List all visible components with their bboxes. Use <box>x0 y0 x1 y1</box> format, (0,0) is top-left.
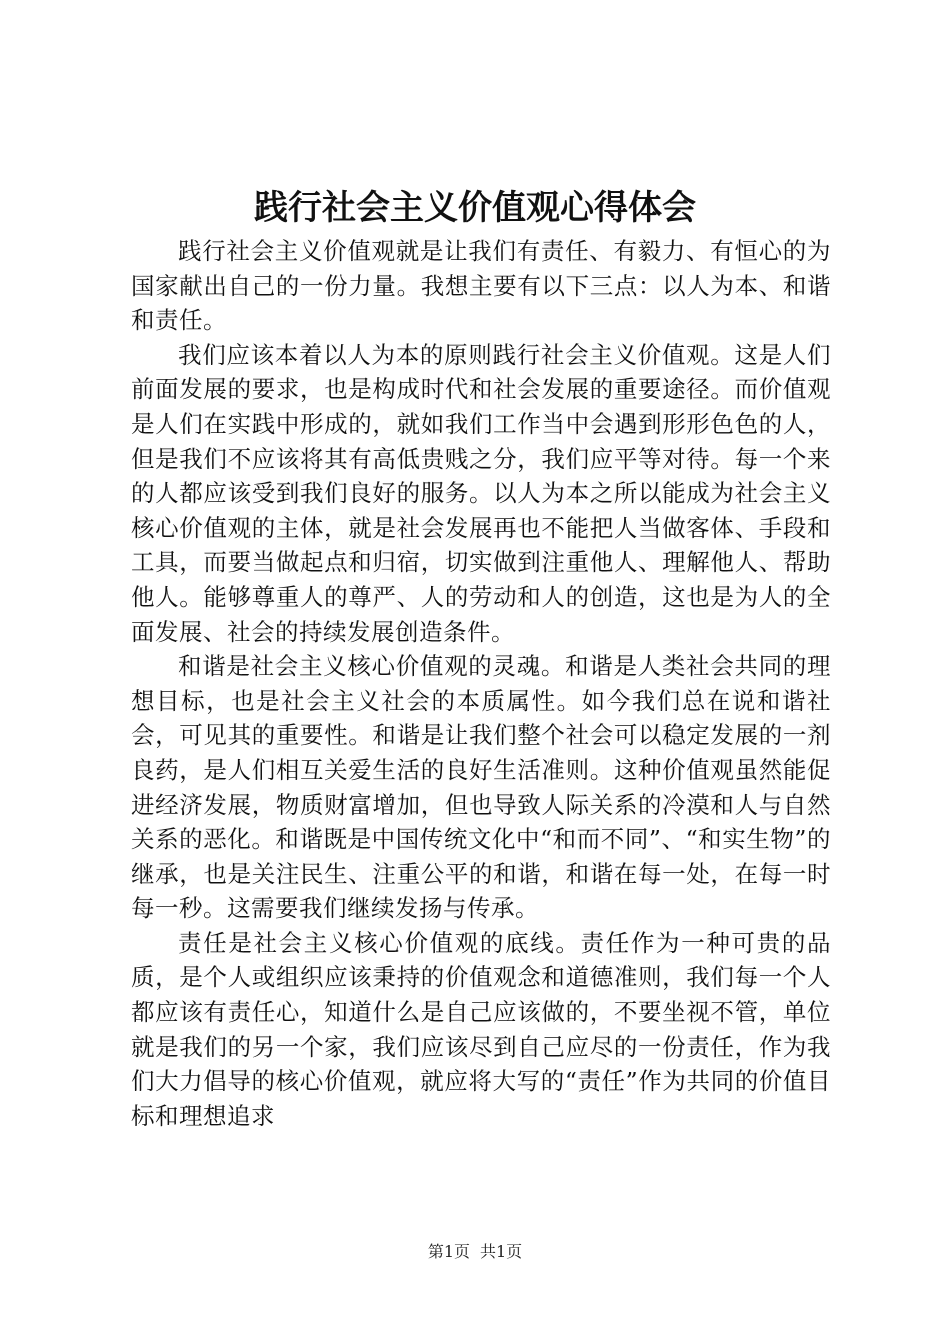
paragraph-responsibility: 责任是社会主义核心价值观的底线。责任作为一种可贵的品质，是个人或组织应该秉持的价值观念和道德准则，我们每一个人都应该有责任心，知道什么是自己应该做的，不要坐视不管，单位就是我们的另一个家，我们应该尽到自己应尽的一份责任，作为我们大力倡导的核心价值观，就应将大写的“责任”作为共同的价值目标和理想追求 <box>131 928 831 1130</box>
paragraph-intro: 践行社会主义价值观就是让我们有责任、有毅力、有恒心的为国家献出自己的一份力量。我想主要有以下三点：以人为本、和谐和责任。 <box>131 237 831 335</box>
paragraph-harmony: 和谐是社会主义核心价值观的灵魂。和谐是人类社会共同的理想目标，也是社会主义社会的本质属性。如今我们总在说和谐社会，可见其的重要性。和谐是让我们整个社会可以稳定发展的一剂良药，是人们相互关爱生活的良好生活准则。这种价值观虽然能促进经济发展，物质财富增加，但也导致人际关系的冷漠和人与自然关系的恶化。和谐既是中国传统文化中“和而不同”、“和实生物”的继承，也是关注民生、注重公平的和谐，和谐在每一处，在每一时每一秒。这需要我们继续发扬与传承。 <box>131 652 831 923</box>
page-number: 第1页 <box>427 1242 470 1261</box>
page-footer <box>0 1240 950 1264</box>
document-body <box>131 234 831 1133</box>
page-total: 共1页 <box>480 1242 523 1261</box>
paragraph-people-oriented: 我们应该本着以人为本的原则践行社会主义价值观。这是人们前面发展的要求，也是构成时代和社会发展的重要途径。而价值观是人们在实践中形成的，就如我们工作当中会遇到形形色色的人，但是我们不应该将其有高低贵贱之分，我们应平等对待。每一个来的人都应该受到我们良好的服务。以人为本之所以能成为社会主义核心价值观的主体，就是社会发展再也不能把人当做客体、手段和工具，而要当做起点和归宿，切实做到注重他人、理解他人、帮助他人。能够尊重人的尊严、人的劳动和人的创造，这也是为人的全面发展、社会的持续发展创造条件。 <box>131 340 831 646</box>
document-title: 践行社会主义价值观心得体会 <box>254 188 696 228</box>
